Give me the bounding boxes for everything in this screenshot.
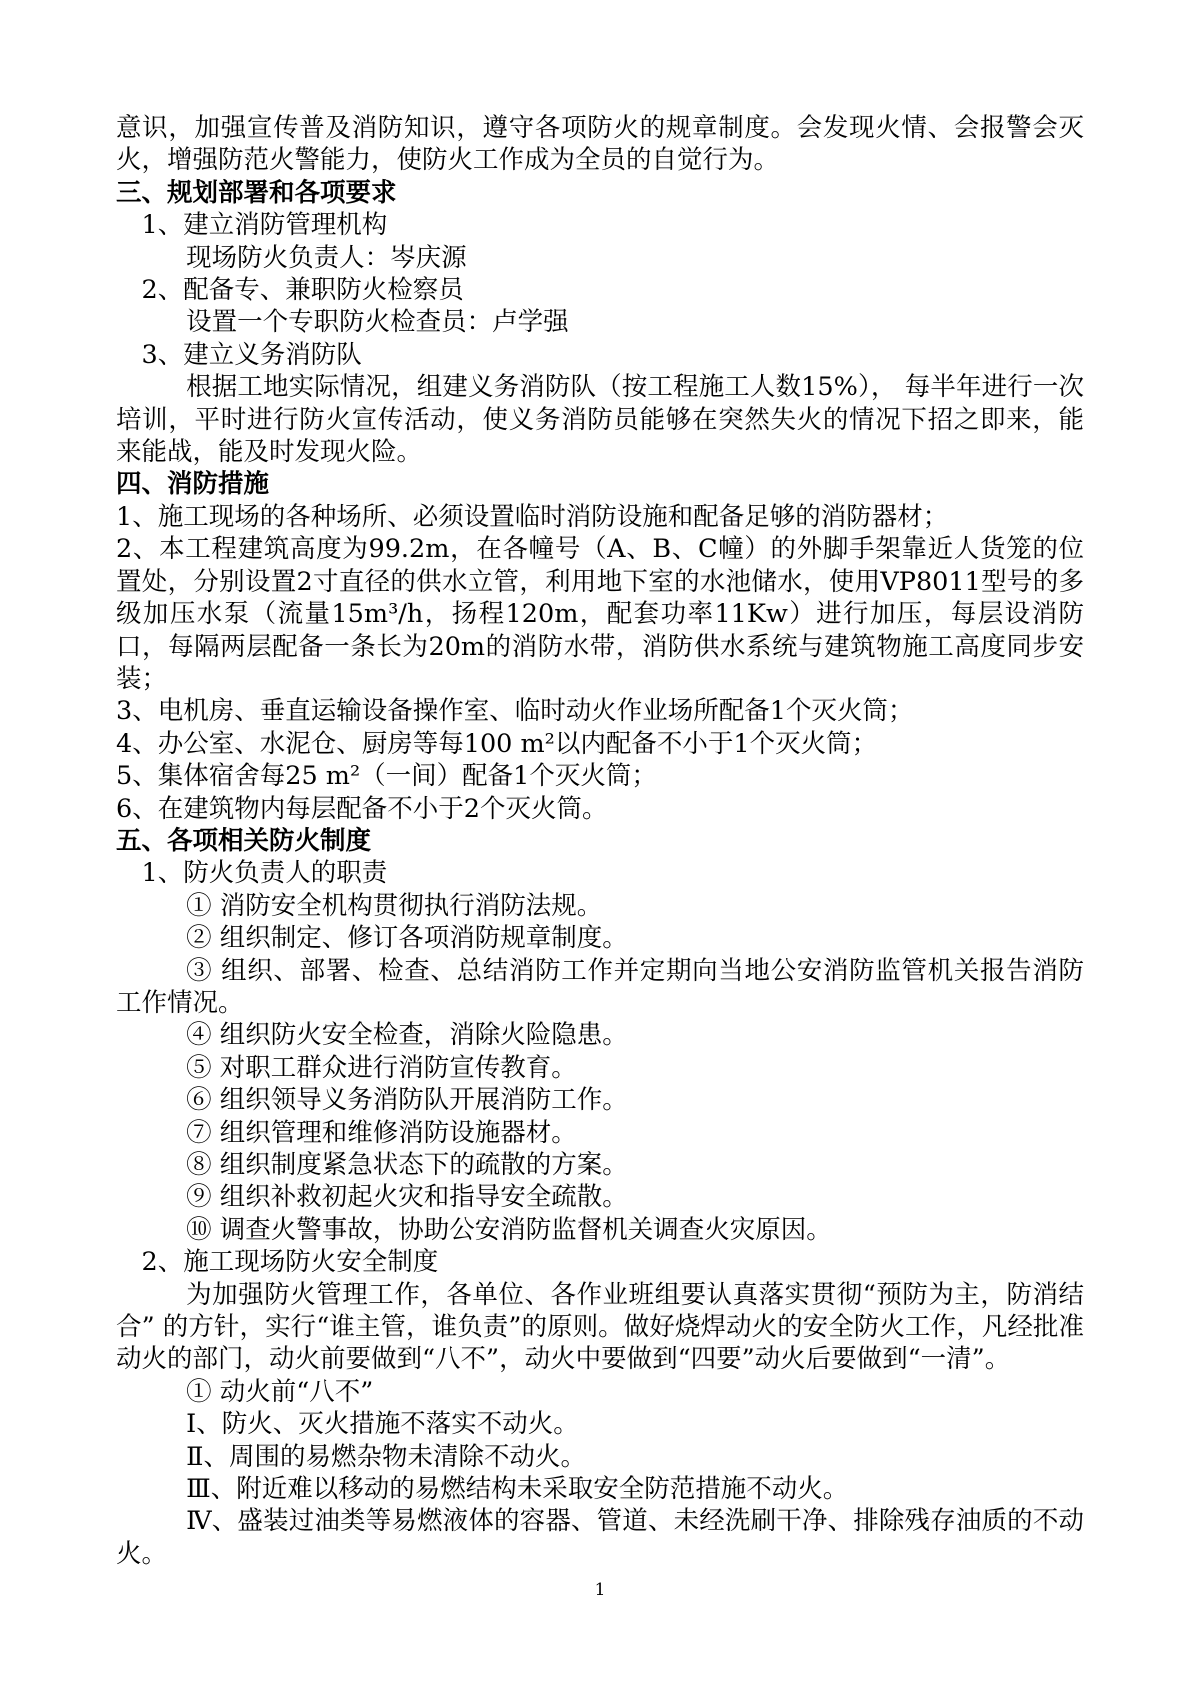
paragraph: 现场防火负责人：岑庆源 bbox=[186, 242, 467, 273]
section-heading: 三、规划部署和各项要求 bbox=[116, 177, 397, 208]
paragraph: Ⅱ、周围的易燃杂物未清除不动火。 bbox=[186, 1441, 586, 1472]
paragraph: ⑤ 对职工群众进行消防宣传教育。 bbox=[186, 1052, 577, 1083]
paragraph: 2、施工现场防火安全制度 bbox=[141, 1247, 439, 1278]
paragraph: ④ 组织防火安全检查，消除火险隐患。 bbox=[186, 1020, 628, 1051]
paragraph: ⑥ 组织领导义务消防队开展消防工作。 bbox=[186, 1085, 628, 1116]
paragraph: Ⅲ、附近难以移动的易燃结构未采取安全防范措施不动火。 bbox=[186, 1474, 849, 1505]
paragraph: 6、在建筑物内每层配备不小于2个灭火筒。 bbox=[116, 793, 608, 824]
paragraph: 1、施工现场的各种场所、必须设置临时消防设施和配备足够的消防器材； bbox=[116, 501, 949, 532]
section-heading: 四、消防措施 bbox=[116, 469, 270, 500]
paragraph: ① 动火前“八不” bbox=[186, 1376, 374, 1407]
paragraph: 2、本工程建筑高度为99.2m，在各幢号（A、B、C幢）的外脚手架靠近人货笼的位置处，分别设置2寸直径的供水立管，利用地下室的水池储水，使用VP8011型号的多级加压水泵（流量15m³/h，扬程120m，配套功率11Kw）进行加压，每层设消防口，每隔两层配备一条长为20m的消防水带，消防供水系统与建筑物施工高度同步安装； bbox=[116, 534, 1084, 694]
paragraph: 1、防火负责人的职责 bbox=[141, 858, 388, 889]
page-number: 1 bbox=[594, 1580, 606, 1600]
paragraph: ② 组织制定、修订各项消防规章制度。 bbox=[186, 923, 628, 954]
section-heading: 五、各项相关防火制度 bbox=[116, 825, 372, 856]
paragraph: ⑩ 调查火警事故，协助公安消防监督机关调查火灾原因。 bbox=[186, 1214, 832, 1245]
paragraph: ① 消防安全机构贯彻执行消防法规。 bbox=[186, 890, 603, 921]
paragraph: 根据工地实际情况，组建义务消防队（按工程施工人数15%）， 每半年进行一次培训，平时进行防火宣传活动，使义务消防员能够在突然失火的情况下招之即来，能来能战，能及时发现火险。 bbox=[116, 372, 1084, 468]
paragraph: 5、集体宿舍每25 m²（一间）配备1个灭火筒； bbox=[116, 761, 657, 792]
paragraph: ③ 组织、部署、检查、总结消防工作并定期向当地公安消防监管机关报告消防工作情况。 bbox=[116, 955, 1084, 1018]
paragraph: 为加强防火管理工作，各单位、各作业班组要认真落实贯彻“预防为主，防消结合” 的方针，实行“谁主管，谁负责”的原则。做好烧焊动火的安全防火工作，凡经批准动火的部门，动火前要做到“八不”，动火中要做到“四要”动火后要做到“一清”。 bbox=[116, 1279, 1084, 1375]
paragraph: 1、建立消防管理机构 bbox=[141, 210, 388, 241]
paragraph: 4、办公室、水泥仓、厨房等每100 m²以内配备不小于1个灭火筒； bbox=[116, 728, 878, 759]
paragraph: 意识，加强宣传普及消防知识，遵守各项防火的规章制度。会发现火情、会报警会灭火，增强防范火警能力，使防火工作成为全员的自觉行为。 bbox=[116, 113, 1084, 176]
paragraph: ⑦ 组织管理和维修消防设施器材。 bbox=[186, 1117, 577, 1148]
document-body bbox=[116, 112, 1084, 1570]
paragraph: Ⅳ、盛装过油类等易燃液体的容器、管道、未经洗刷干净、排除残存油质的不动火。 bbox=[116, 1506, 1084, 1569]
paragraph: 2、配备专、兼职防火检察员 bbox=[141, 275, 464, 306]
paragraph: 3、电机房、垂直运输设备操作室、临时动火作业场所配备1个灭火筒； bbox=[116, 696, 914, 727]
paragraph: ⑧ 组织制度紧急状态下的疏散的方案。 bbox=[186, 1150, 628, 1180]
paragraph: Ⅰ、防火、灭火措施不落实不动火。 bbox=[186, 1409, 579, 1440]
paragraph: ⑨ 组织补救初起火灾和指导安全疏散。 bbox=[186, 1182, 628, 1213]
paragraph: 设置一个专职防火检查员：卢学强 bbox=[186, 307, 569, 338]
paragraph: 3、建立义务消防队 bbox=[141, 339, 362, 370]
